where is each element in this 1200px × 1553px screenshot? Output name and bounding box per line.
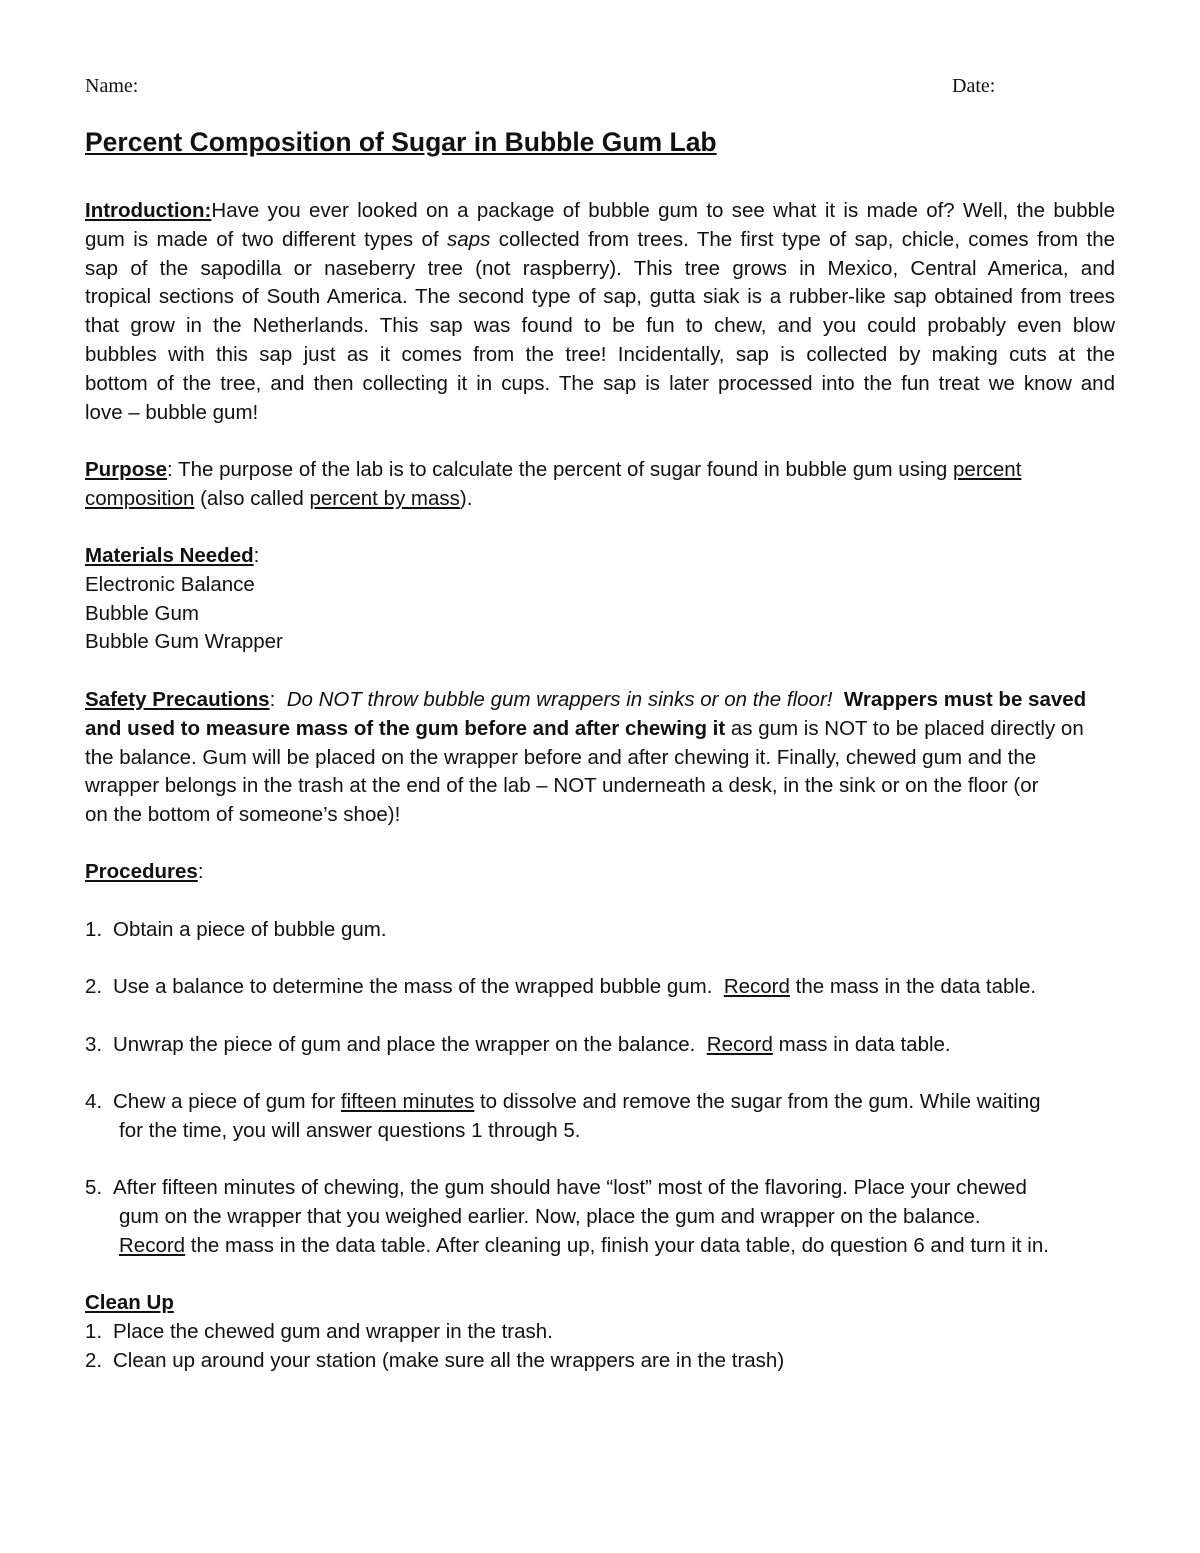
step-emphasis: Record: [723, 975, 790, 998]
safety-colon: :: [269, 688, 276, 711]
purpose-text-3: ).: [459, 486, 473, 510]
intro-line-2b: collected from trees. The first type of sap, chicle, comes from the: [498, 227, 1116, 251]
clean-up-label: Clean Up: [85, 1291, 174, 1314]
step-text: Place the chewed gum and wrapper in the trash.: [113, 1320, 553, 1343]
intro-line-3: sap of the sapodilla or naseberry tree (not raspberry). This tree grows in Mexico, Central America, and: [85, 256, 1115, 280]
step-text: Obtain a piece of bubble gum.: [113, 918, 387, 941]
clean-up-heading: [85, 1289, 174, 1318]
step-text: the mass in the data table.: [795, 975, 1037, 998]
list-item: [85, 1347, 784, 1376]
step-number: 5.: [85, 1176, 103, 1199]
safety-label: Safety Precautions: [85, 688, 270, 711]
intro-saps: saps: [447, 227, 491, 251]
introduction-section: [85, 197, 1115, 427]
list-item: Bubble Gum: [85, 601, 199, 625]
procedure-step-5: [85, 1174, 1115, 1260]
page-title: Percent Composition of Sugar in Bubble Gum Lab: [85, 127, 717, 157]
intro-line-6: bubbles with this sap just as it comes from the tree! Incidentally, sap is collected by making cuts at the: [85, 342, 1115, 366]
step-number: 1.: [85, 918, 103, 941]
introduction-label: Introduction:: [85, 199, 212, 222]
step-text: the mass in the data table. After cleaning up, finish your data table, do question 6 and turn it in.: [190, 1233, 1049, 1257]
step-emphasis: fifteen minutes: [340, 1090, 475, 1113]
safety-section: [85, 686, 1115, 830]
purpose-term-percent-by-mass: percent by mass: [309, 486, 460, 510]
materials-colon: :: [253, 544, 260, 567]
intro-line-7: bottom of the tree, and then collecting it in cups. The sap is later processed into the fun treat we know and: [85, 371, 1115, 395]
safety-line-4: wrapper belongs in the trash at the end of the lab – NOT underneath a desk, in the sink or on the floor (or: [85, 774, 1039, 798]
step-number: 4.: [85, 1090, 103, 1113]
procedures-colon: :: [197, 860, 204, 883]
intro-line-5: that grow in the Netherlands. This sap was found to be fun to chew, and you could probably even blow: [85, 314, 1115, 338]
intro-line-8: love – bubble gum!: [85, 400, 259, 424]
step-emphasis: Record: [706, 1033, 773, 1056]
safety-bold-1: Wrappers must be saved: [843, 688, 1087, 711]
safety-bold-2: and used to measure mass of the gum before and after chewing it: [85, 716, 726, 740]
procedure-step-2: [85, 973, 1115, 1002]
safety-line-3: the balance. Gum will be placed on the wrapper before and after chewing it. Finally, chewed gum and the: [85, 745, 1037, 769]
intro-line-2a: gum is made of two different types of: [85, 227, 439, 251]
step-text: Unwrap the piece of gum and place the wrapper on the balance.: [113, 1033, 696, 1056]
clean-up-list: [85, 1318, 784, 1376]
step-number: 2.: [85, 1348, 103, 1372]
procedure-step-4: [85, 1088, 1115, 1146]
step-text: mass in data table.: [778, 1033, 951, 1056]
step-text: for the time, you will answer questions 1 through 5.: [119, 1118, 581, 1142]
step-text: to dissolve and remove the sugar from the gum. While waiting: [479, 1090, 1041, 1113]
safety-italic: Do NOT throw bubble gum wrappers in sinks or on the floor!: [286, 688, 833, 711]
purpose-text-2: (also called: [200, 486, 304, 510]
list-item: Electronic Balance: [85, 572, 255, 596]
materials-section: [85, 542, 283, 657]
intro-line-4: tropical sections of South America. The second type of sap, gutta siak is a rubber-like sap obtained from trees: [85, 285, 1115, 309]
procedure-step-1: [85, 916, 1115, 945]
purpose-label: Purpose: [85, 458, 168, 481]
intro-line-1: Have you ever looked on a package of bubble gum to see what it is made of? Well, the bubble: [211, 199, 1115, 222]
procedure-step-3: [85, 1031, 1115, 1060]
header: [85, 72, 1115, 101]
list-item: Bubble Gum Wrapper: [85, 630, 283, 654]
step-text: Use a balance to determine the mass of the wrapped bubble gum.: [113, 975, 713, 998]
purpose-term-percent: percent: [953, 458, 1022, 481]
materials-label: Materials Needed: [85, 544, 254, 567]
step-emphasis: Record: [119, 1233, 186, 1257]
procedures-label: Procedures: [85, 860, 198, 883]
step-text: gum on the wrapper that you weighed earlier. Now, place the gum and wrapper on the balance.: [119, 1204, 981, 1228]
purpose-term-composition: composition: [85, 486, 195, 510]
step-number: 3.: [85, 1033, 103, 1056]
step-text: Clean up around your station (make sure all the wrappers are in the trash): [113, 1348, 785, 1372]
safety-line-5: on the bottom of someone’s shoe)!: [85, 803, 401, 827]
step-number: 1.: [85, 1320, 103, 1343]
date-label: Date:: [952, 75, 996, 97]
purpose-text-1: : The purpose of the lab is to calculate the percent of sugar found in bubble gum using: [167, 458, 948, 481]
step-text: Chew a piece of gum for: [113, 1090, 336, 1113]
list-item: [85, 1318, 784, 1347]
safety-text-1: as gum is NOT to be placed directly on: [730, 716, 1084, 740]
purpose-section: [85, 456, 1115, 514]
procedures-heading: [85, 858, 204, 887]
name-label: Name:: [85, 75, 139, 97]
step-number: 2.: [85, 975, 103, 998]
step-text: After fifteen minutes of chewing, the gum should have “lost” most of the flavoring. Place your chewed: [113, 1176, 1027, 1199]
